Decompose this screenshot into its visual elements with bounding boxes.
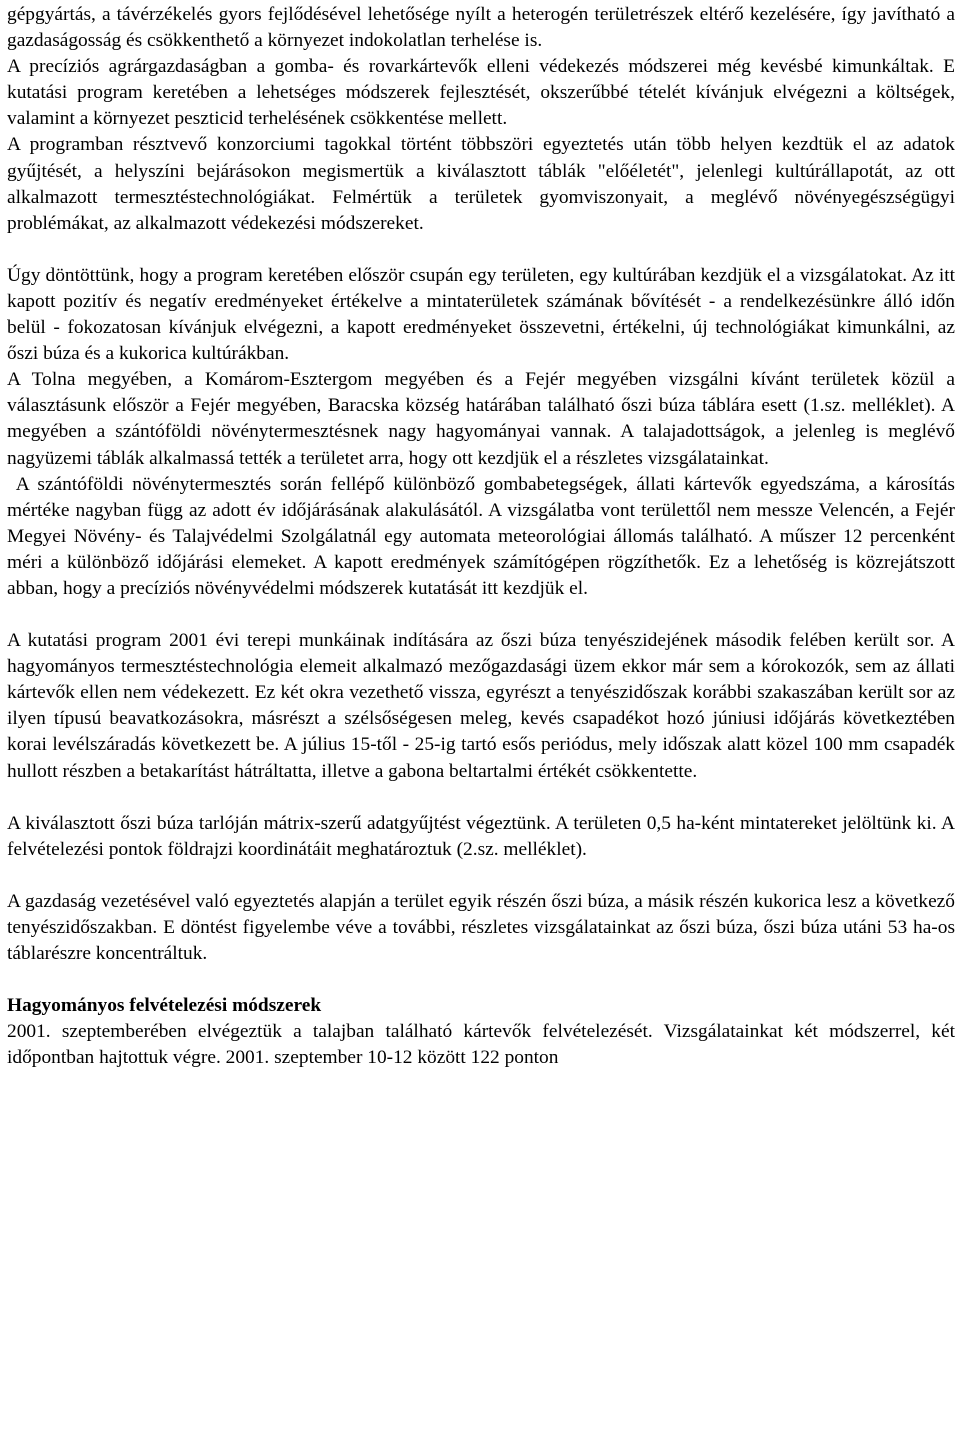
- document-page: [7, 2, 960, 1071]
- paragraph: Úgy döntöttünk, hogy a program keretében először csupán egy területen, egy kultúrában kezdjük el a vizsgálatokat. Az itt kapott pozitív és negatív eredményeket értékelve a mintaterületek számának bővítését - a rendelkezésünkre álló időn belül - fokozatosan kívánjuk elvégezni, a kapott eredményeket összevetni, értékelni, új technológiákat kimunkálni, az őszi búza és a kukorica kultúrákban.: [7, 264, 955, 365]
- paragraph: 2001. szeptemberében elvégeztük a talajban található kártevők felvételezését. Vizsgálatainkat két módszerrel, két időpontban hajtottuk végre. 2001. szeptember 10-12 között 122 ponton: [7, 1021, 955, 1069]
- paragraph-gap: [7, 602, 955, 628]
- paragraph: A precíziós agrárgazdaságban a gomba- és rovarkártevők elleni védekezés módszerei még kevésbé kimunkáltak. E kutatási program keretében a lehetséges módszerek fejlesztését, okszerűbbé tételét kívánjuk elvégezni a költségek, valamint a környezet peszticid terhelésének csökkentése mellett.: [7, 56, 955, 130]
- paragraph-gap: [7, 785, 955, 811]
- paragraph-gap: [7, 863, 955, 889]
- paragraph: A Tolna megyében, a Komárom-Esztergom megyében és a Fejér megyében vizsgálni kívánt területek közül a választásunk először a Fejér megyében, Baracska község határában található őszi búza táblára esett (1.sz. melléklet). A megyében a szántóföldi növénytermesztésnek nagy hagyományai vannak. A talajadottságok, a jelenleg is meglévő nagyüzemi táblák alkalmassá tették a területet arra, hogy ott kezdjük el a részletes vizsgálatainkat.: [7, 369, 955, 469]
- paragraph: A szántóföldi növénytermesztés során fellépő különböző gombabetegségek, állati kártevők egyedszáma, a károsítás mértéke nagyban függ az adott év időjárásának alakulásától. A vizsgálatba vont területtől nem messze Velencén, a Fejér Megyei Növény- és Talajvédelmi Szolgálatnál egy automata meteorológiai állomás található. A műszer 12 percenként méri a különböző időjárási elemeket. A kapott eredmények számítógépen rögzíthetők. Ez a lehetőség is közrejátszott abban, hogy a precíziós növényvédelmi módszerek kutatását itt kezdjük el.: [7, 473, 960, 599]
- section-heading: Hagyományos felvételezési módszerek: [7, 995, 322, 1017]
- paragraph: A kutatási program 2001 évi terepi munkáinak indítására az őszi búza tenyészidejének második felében került sor. A hagyományos termesztéstechnológia elemeit alkalmazó mezőgazdasági üzem ekkor már sem a kórokozók, sem az állati kártevők ellen nem védekezett. Ez két okra vezethető vissza, egyrészt a tenyészidőszak korábbi szakaszában került sor az ilyen típusú beavatkozásokra, másrészt a szélsőségesen meleg, kevés csapadékot hozó júniusi időjárás következtében korai levélszáradás következett be. A július 15-től - 25-ig tartó esős periódus, mely időszak alatt közel 100 mm csapadék hullott részben a betakarítást hátráltatta, illetve a gabona beltartalmi értékét csökkentette.: [7, 630, 955, 782]
- paragraph: A gazdaság vezetésével való egyeztetés alapján a terület egyik részén őszi búza, a másik részén kukorica lesz a következő tenyészidőszakban. E döntést figyelembe véve a további, részletes vizsgálatainkat az őszi búza, őszi búza utáni 53 ha-os táblarészre koncentráltuk.: [7, 890, 955, 964]
- paragraph-gap: [7, 237, 955, 263]
- paragraph-gap: [7, 967, 955, 993]
- paragraph: gépgyártás, a távérzékelés gyors fejlődésével lehetősége nyílt a heterogén területrészek eltérő kezelésére, így javítható a gazdaságosság és csökkenthető a környezet indokolatlan terhelése is.: [7, 4, 955, 52]
- paragraph: A kiválasztott őszi búza tarlóján mátrix-szerű adatgyűjtést végeztünk. A területen 0,5 ha-ként mintatereket jelöltünk ki. A felvételezési pontok földrajzi koordinátáit meghatároztuk (2.sz. melléklet).: [7, 812, 955, 860]
- paragraph: A programban résztvevő konzorciumi tagokkal történt többszöri egyeztetés után több helyen kezdtük el az adatok gyűjtését, a helyszíni bejárásokon megismertük a kiválasztott táblák "előéletét", jelenlegi kultúrállapotát, az ott alkalmazott termesztéstechnológiákat. Felmértük a területek gyomviszonyait, a meglévő növényegészségügyi problémákat, az alkalmazott védekezési módszereket.: [7, 134, 955, 234]
